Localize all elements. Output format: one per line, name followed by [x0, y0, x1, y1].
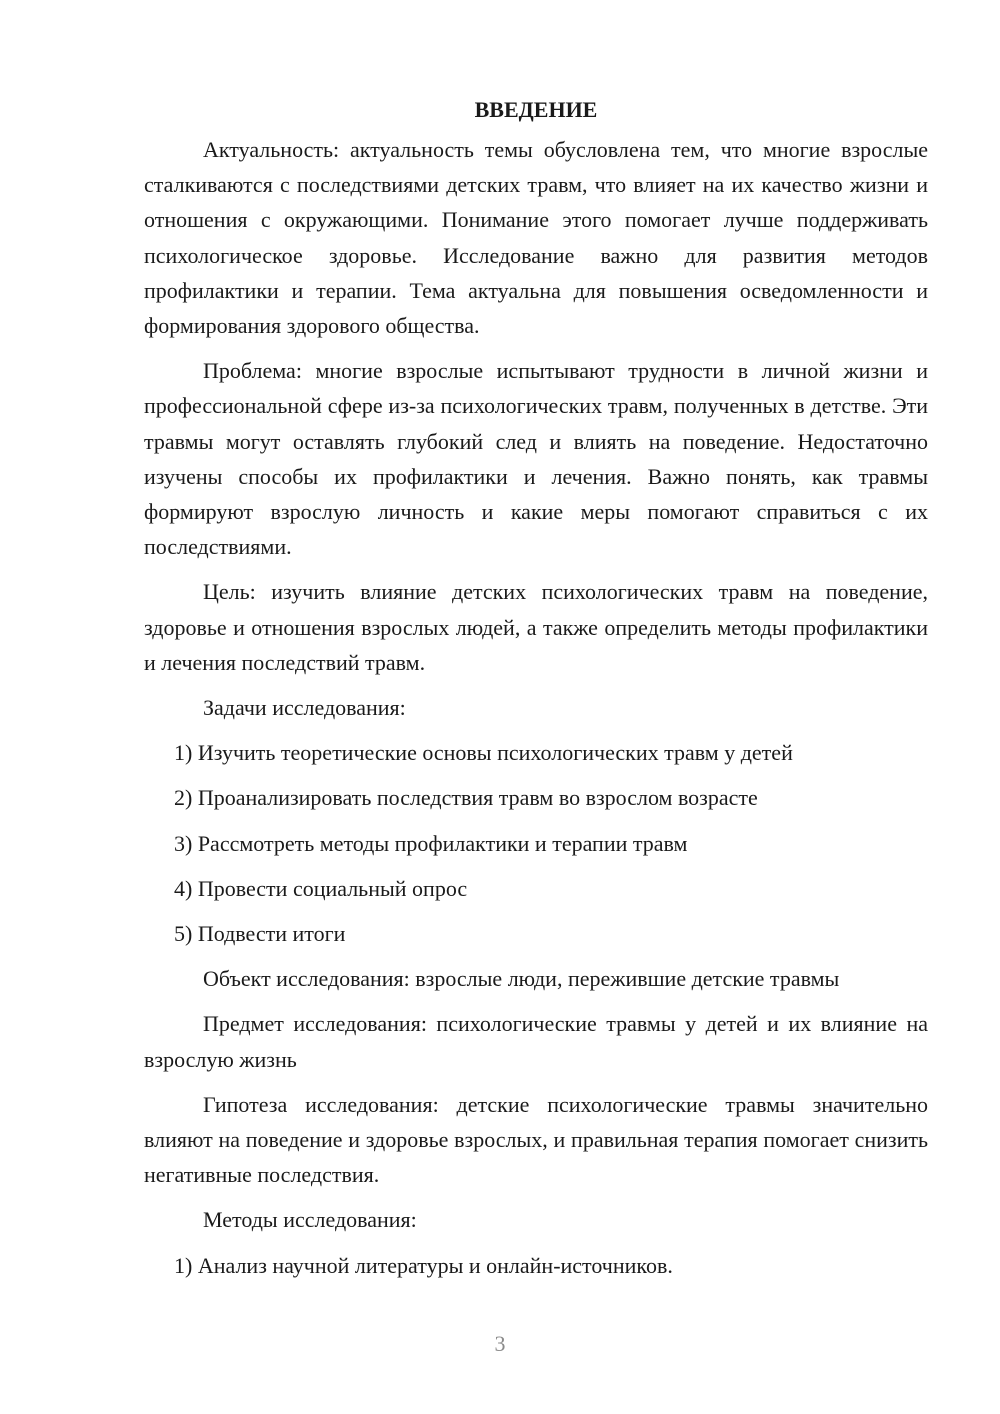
method-item: 1) Анализ научной литературы и онлайн-источников.	[174, 1252, 673, 1278]
tasks-heading: Задачи исследования:	[203, 695, 406, 721]
goal-paragraph: Цель: изучить влияние детских психологических травм на поведение, здоровье и отношения взрослых людей, а также определить методы профилактики и лечения последствий травм.	[144, 579, 928, 675]
document-page	[144, 92, 928, 1293]
page-number: 3	[494, 1331, 506, 1356]
methods-heading: Методы исследования:	[203, 1207, 417, 1233]
object-line: Объект исследования: взрослые люди, пережившие детские травмы	[203, 966, 840, 992]
relevance-paragraph: Актуальность: актуальность темы обусловлена тем, что многие взрослые сталкиваются с последствиями детских травм, что влияет на их качество жизни и отношения с окружающими. Понимание этого помогает лучше поддерживать психологическое здоровье. Исследование важно для развития методов профилактики и терапии. Тема актуальна для повышения осведомленности и формирования здорового общества.	[144, 137, 928, 339]
section-title: ВВЕДЕНИЕ	[474, 97, 598, 122]
task-item: 4) Провести социальный опрос	[174, 875, 468, 901]
task-item: 5) Подвести итоги	[174, 921, 346, 947]
task-item: 1) Изучить теоретические основы психологических травм у детей	[174, 740, 793, 766]
task-item: 2) Проанализировать последствия травм во взрослом возрасте	[174, 785, 758, 811]
task-item: 3) Рассмотреть методы профилактики и терапии травм	[174, 830, 688, 856]
hypothesis-paragraph: Гипотеза исследования: детские психологические травмы значительно влияют на поведение и здоровье взрослых, и правильная терапия помогает снизить негативные последствия.	[144, 1091, 928, 1188]
problem-paragraph: Проблема: многие взрослые испытывают трудности в личной жизни и профессиональной сфере из-за психологических травм, полученных в детстве. Эти травмы могут оставлять глубокий след и влиять на поведение. Недостаточно изучены способы их профилактики и лечения. Важно понять, как травмы формируют взрослую личность и какие меры помогают справиться с их последствиями.	[144, 358, 928, 560]
subject-paragraph: Предмет исследования: психологические травмы у детей и их влияние на взрослую жизнь	[144, 1011, 928, 1072]
